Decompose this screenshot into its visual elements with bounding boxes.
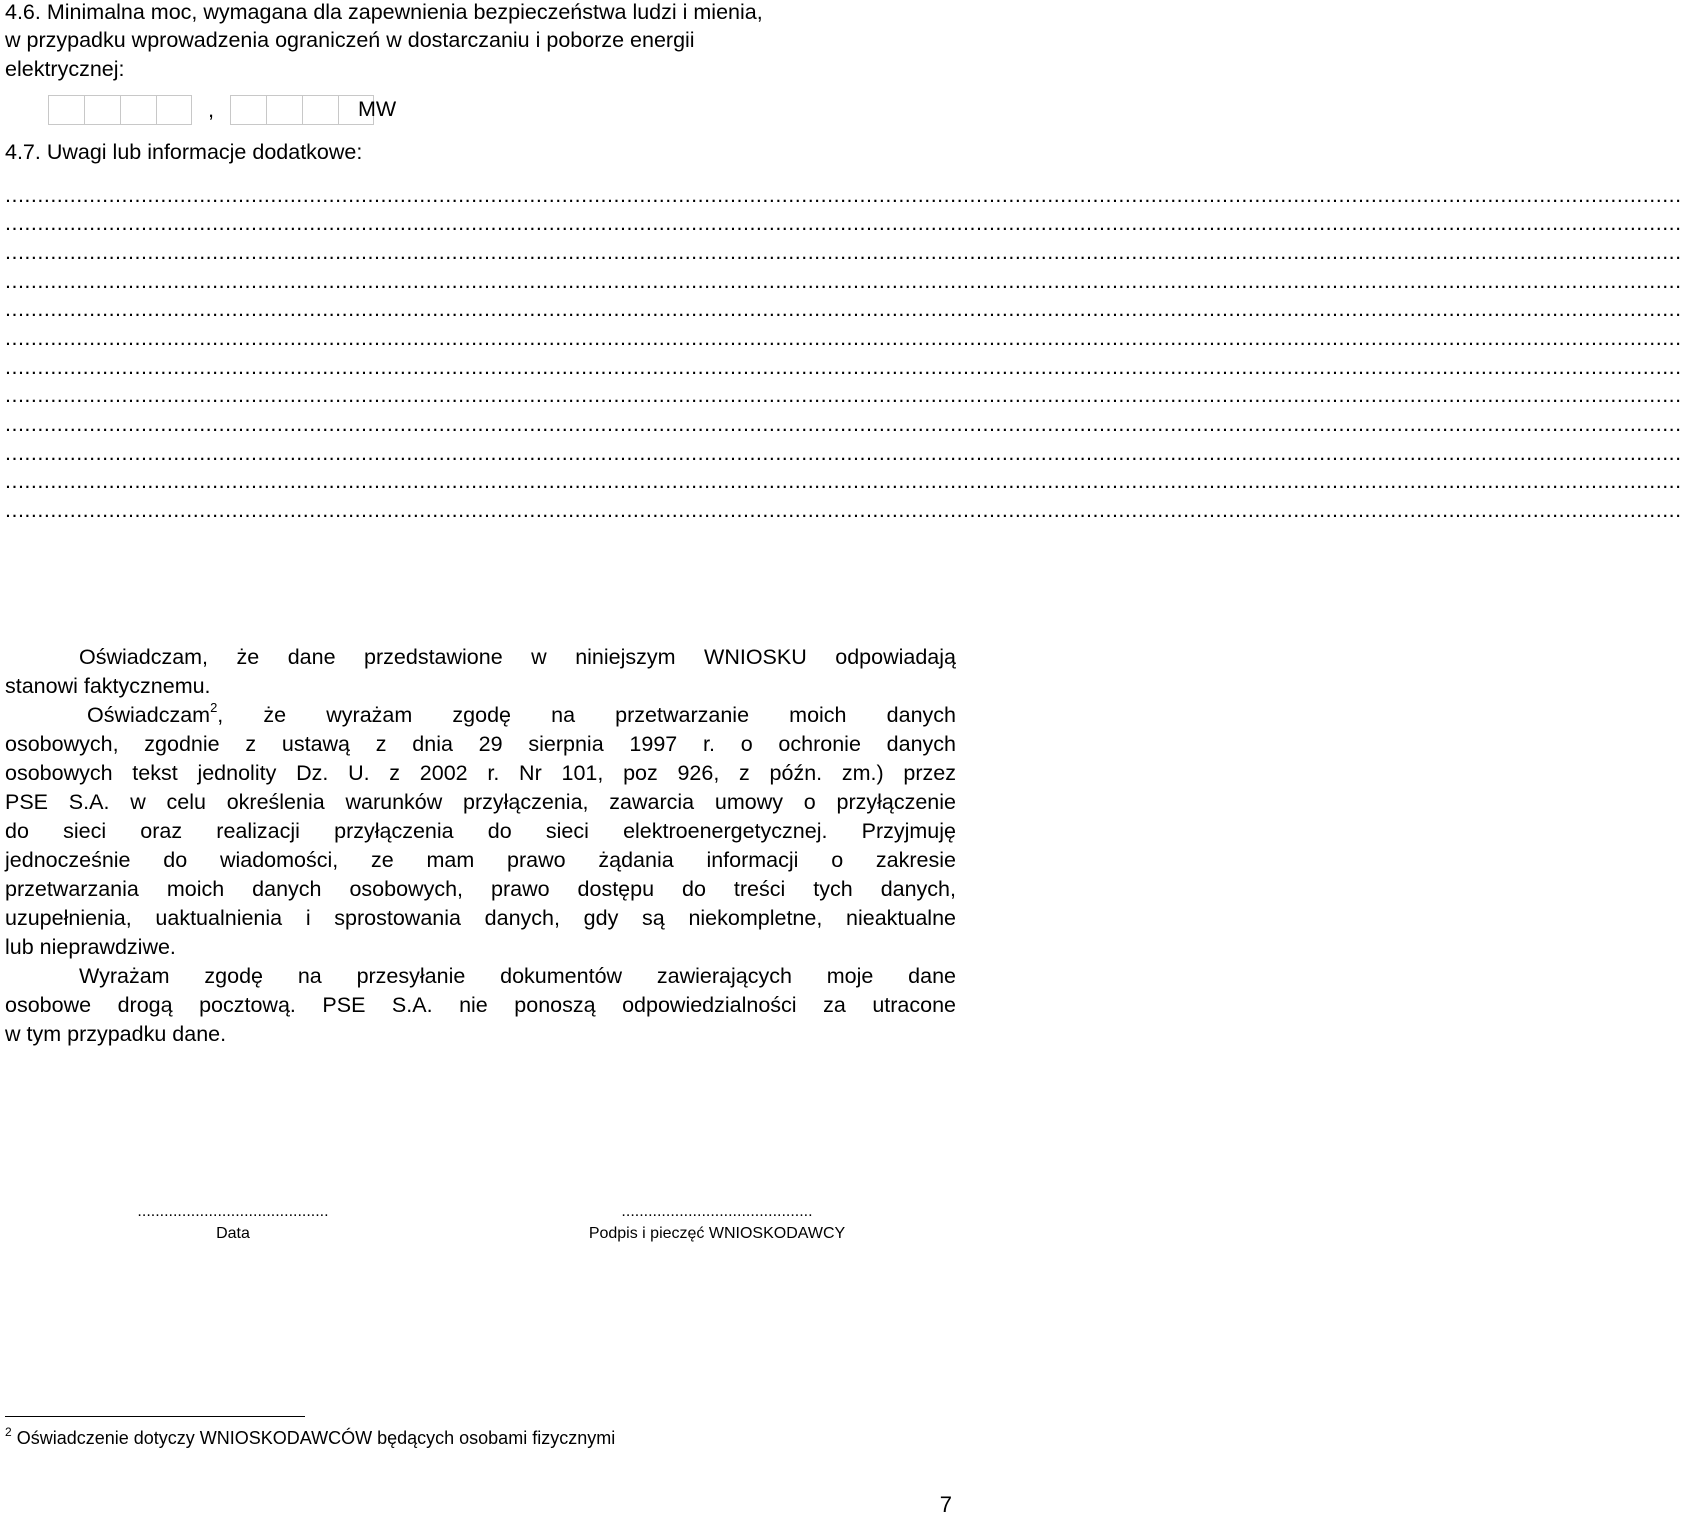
power-input-boxes[interactable] xyxy=(48,95,374,125)
remarks-line[interactable]: ................................................................................................................................................................................................................................................................... xyxy=(5,412,1682,436)
remarks-line[interactable]: ................................................................................................................................................................................................................................................................... xyxy=(5,498,1682,522)
remarks-line[interactable]: ................................................................................................................................................................................................................................................................... xyxy=(5,469,1682,493)
footnote-mark: 2 xyxy=(5,1425,12,1439)
declaration-p2-start: Oświadczam xyxy=(87,703,211,727)
signature-dots[interactable]: ........................................... xyxy=(621,1203,813,1220)
section-4-6-line-3: elektrycznej: xyxy=(5,57,125,81)
footnote-text: Oświadczenie dotyczy WNIOSKODAWCÓW będących osobami fizycznymi xyxy=(16,1428,616,1448)
section-number: 4.6. xyxy=(5,0,41,24)
remarks-line[interactable]: ................................................................................................................................................................................................................................................................... xyxy=(5,297,1682,321)
digit-box[interactable] xyxy=(302,95,338,125)
declaration-p2-line-6: jednocześnie do wiadomości, ze mam prawo żądania informacji o zakresie xyxy=(5,848,956,872)
unit-label: MW xyxy=(358,97,397,121)
page-number: 7 xyxy=(939,1492,952,1517)
declaration-p2-line-3: osobowych tekst jednolity Dz. U. z 2002 r. Nr 101, poz 926, z późn. zm.) przez xyxy=(5,761,956,785)
declaration-p1-line-2: stanowi faktycznemu. xyxy=(5,674,211,698)
footnote xyxy=(5,1425,616,1449)
digit-box[interactable] xyxy=(266,95,302,125)
declaration-p3-line-2: osobowe drogą pocztową. PSE S.A. nie ponoszą odpowiedzialności za utracone xyxy=(5,993,956,1017)
declaration-p2-line-2: osobowych, zgodnie z ustawą z dnia 29 sierpnia 1997 r. o ochronie danych xyxy=(5,732,956,756)
remarks-line[interactable]: ................................................................................................................................................................................................................................................................... xyxy=(5,240,1682,264)
digit-box[interactable] xyxy=(48,95,84,125)
declaration-p3-line-1: Wyrażam zgodę na przesyłanie dokumentów zawierających moje dane xyxy=(79,964,956,988)
date-dots[interactable]: ........................................... xyxy=(137,1203,329,1220)
declaration-p2-line-9: lub nieprawdziwe. xyxy=(5,935,176,959)
declaration-p2-line-8: uzupełnienia, uaktualnienia i sprostowania danych, gdy są niekompletne, nieaktualne xyxy=(5,906,956,930)
signature-label: Podpis i pieczęć WNIOSKODAWCY xyxy=(588,1225,846,1242)
remarks-line[interactable]: ................................................................................................................................................................................................................................................................... xyxy=(5,183,1682,207)
footnote-separator xyxy=(5,1416,305,1417)
declaration-p2-line-4: PSE S.A. w celu określenia warunków przyłączenia, zawarcia umowy o przyłączenie xyxy=(5,790,956,814)
section-4-7-label: 4.7. Uwagi lub informacje dodatkowe: xyxy=(5,140,363,164)
section-title: Minimalna moc, wymagana dla zapewnienia bezpieczeństwa ludzi i mienia, xyxy=(46,0,763,24)
declaration-p1-line-1: Oświadczam, że dane przedstawione w niniejszym WNIOSKU odpowiadają xyxy=(79,645,956,669)
signature-block xyxy=(576,1203,858,1243)
digit-box[interactable] xyxy=(120,95,156,125)
declaration-p2-line-7: przetwarzania moich danych osobowych, prawo dostępu do treści tych danych, xyxy=(5,877,956,901)
declaration-p2-line-1 xyxy=(87,700,956,728)
remarks-line[interactable]: ................................................................................................................................................................................................................................................................... xyxy=(5,441,1682,465)
section-4-6-line-2: w przypadku wprowadzenia ograniczeń w dostarczaniu i poborze energii xyxy=(5,28,695,52)
remarks-line[interactable]: ................................................................................................................................................................................................................................................................... xyxy=(5,326,1682,350)
digit-box[interactable] xyxy=(84,95,120,125)
decimal-comma: , xyxy=(207,97,215,122)
remarks-line[interactable]: ................................................................................................................................................................................................................................................................... xyxy=(5,211,1682,235)
date-signature-block xyxy=(104,1203,362,1243)
section-4-6-line-1 xyxy=(5,0,763,25)
digit-box[interactable] xyxy=(230,95,266,125)
declaration-p2-line-5: do sieci oraz realizacji przyłączenia do sieci elektroenergetycznej. Przyjmuję xyxy=(5,819,956,843)
remarks-line[interactable]: ................................................................................................................................................................................................................................................................... xyxy=(5,269,1682,293)
remarks-line[interactable]: ................................................................................................................................................................................................................................................................... xyxy=(5,383,1682,407)
declaration-p3-line-3: w tym przypadku dane. xyxy=(5,1022,227,1046)
remarks-line[interactable]: ................................................................................................................................................................................................................................................................... xyxy=(5,355,1682,379)
digit-box[interactable] xyxy=(156,95,192,125)
date-label: Data xyxy=(216,1225,250,1242)
footnote-reference: 2 xyxy=(210,700,218,715)
declaration-p2-rest: , że wyrażam zgodę na przetwarzanie moich danych xyxy=(217,703,956,727)
